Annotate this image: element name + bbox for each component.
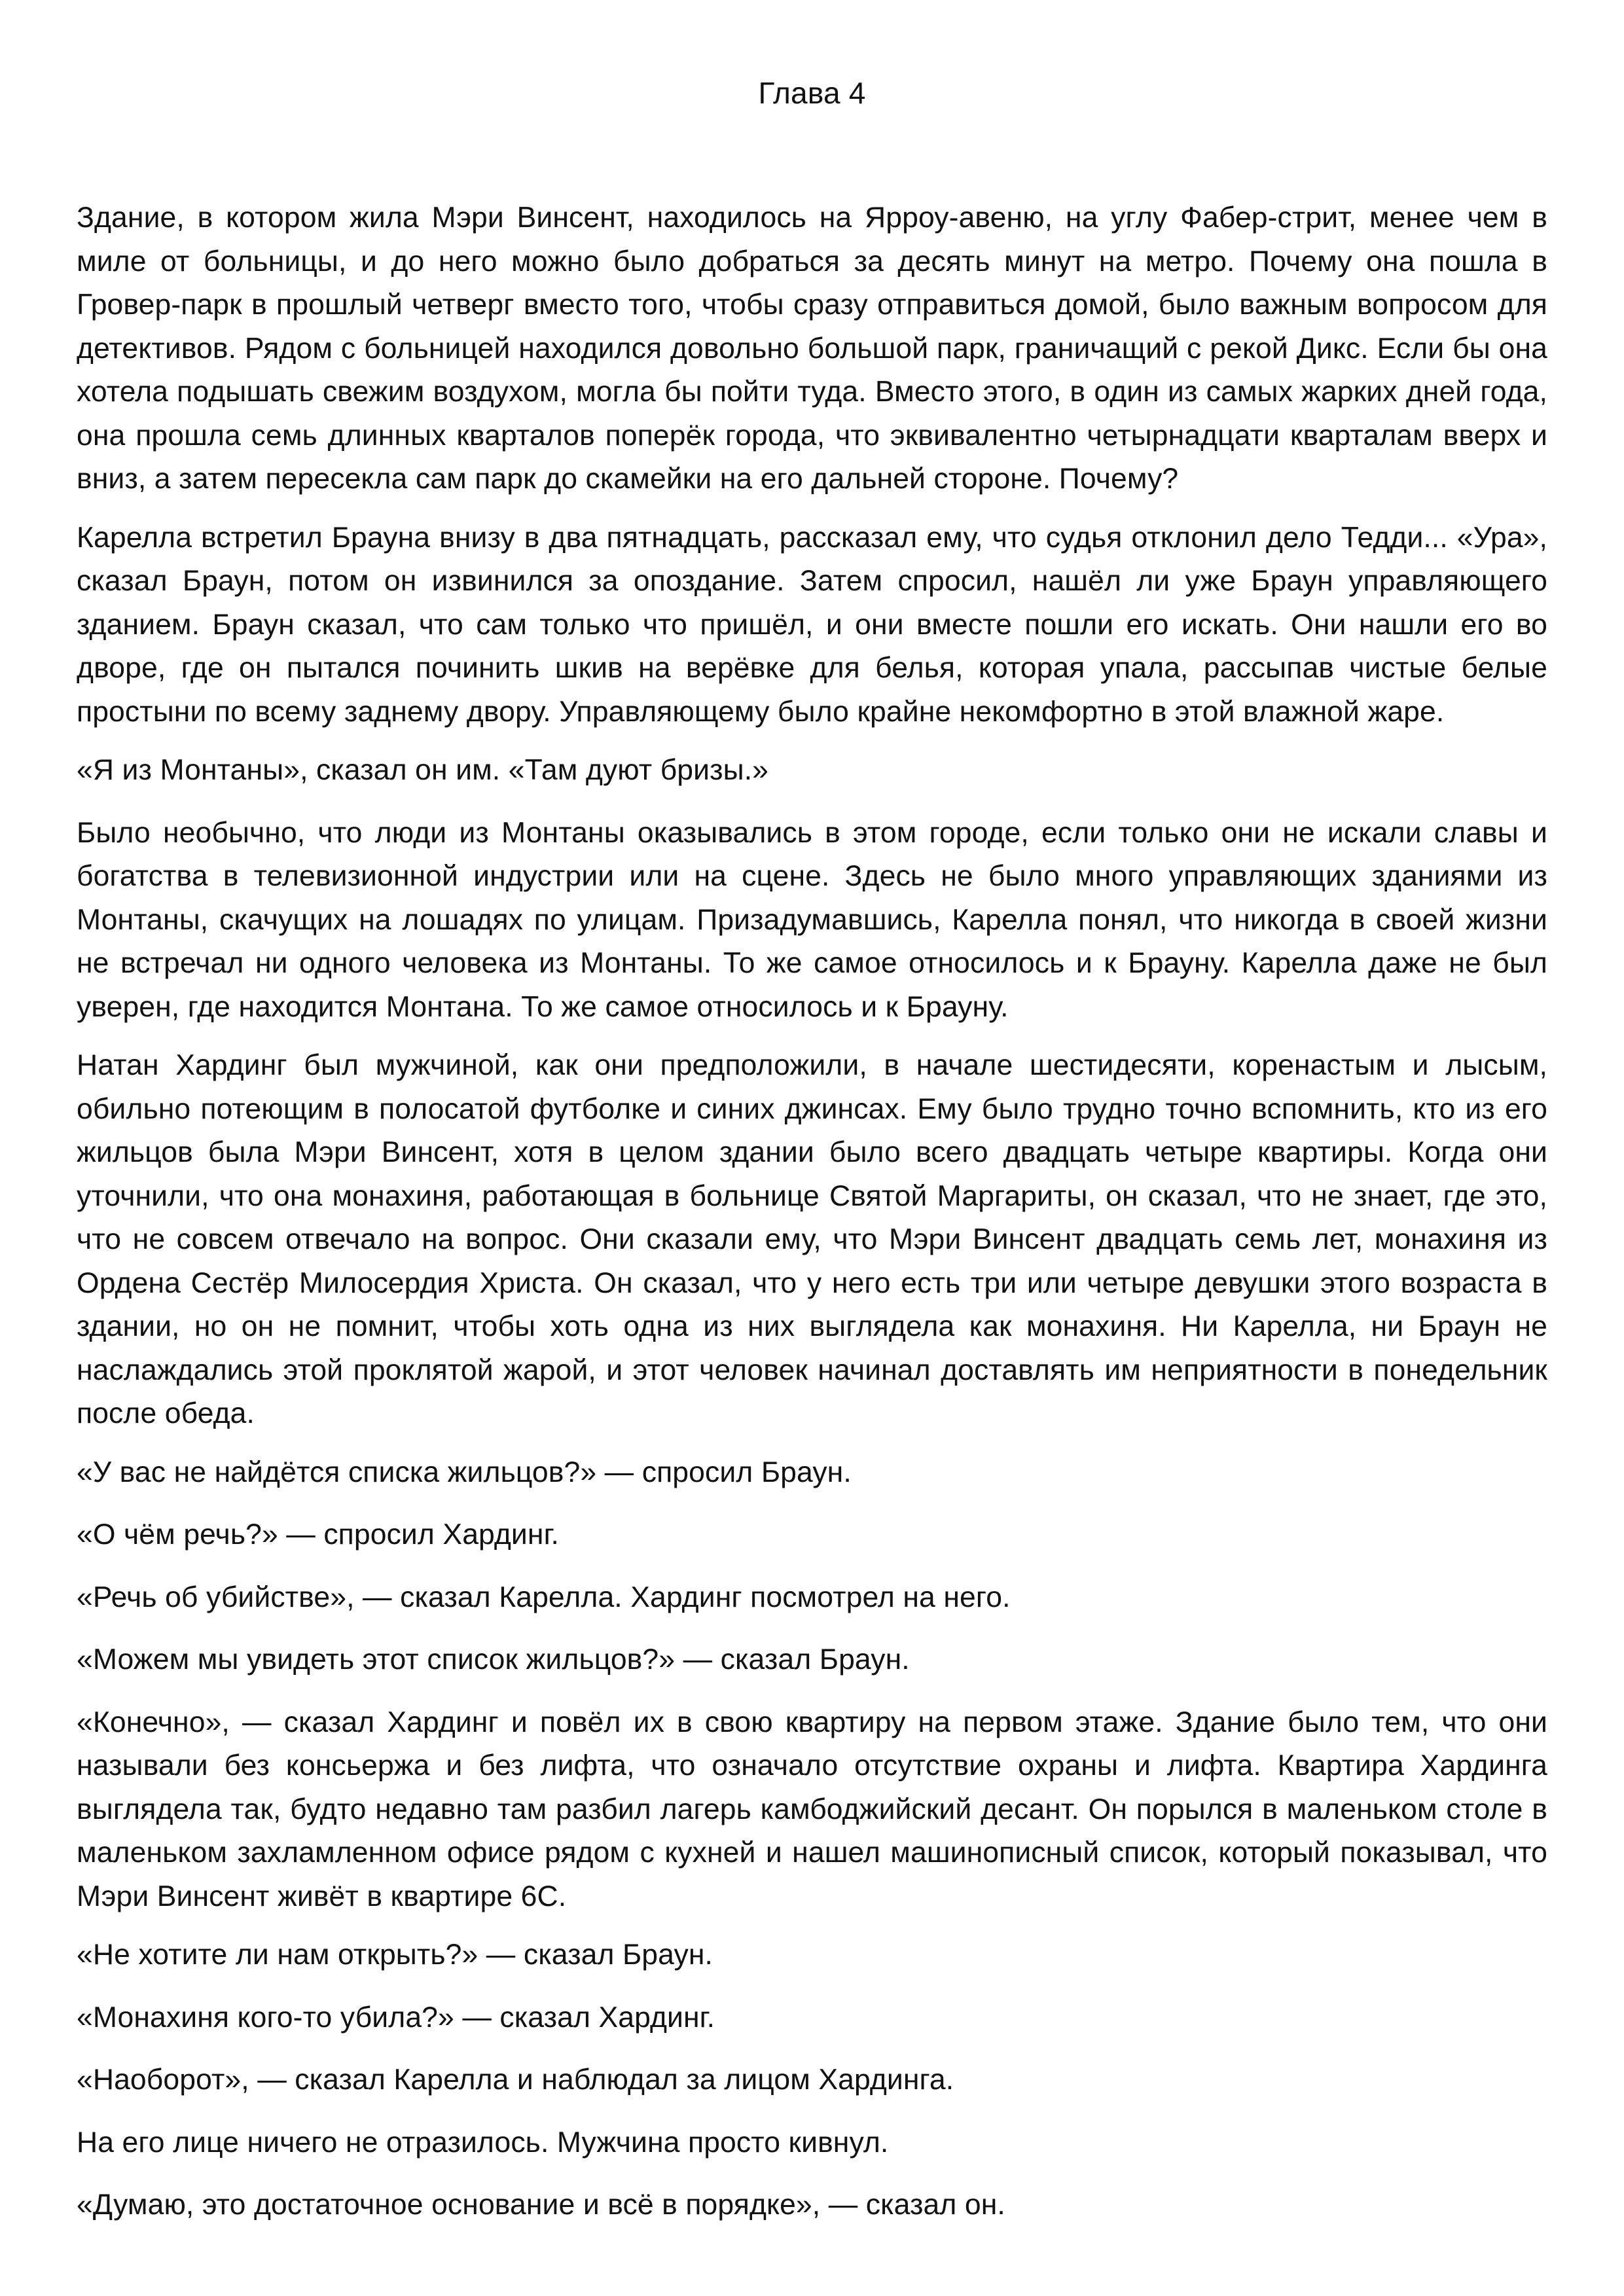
paragraph-4: Было необычно, что люди из Монтаны оказывались в этом городе, если только они не искали славы и богатства в телевизионной индустрии или на сцене. Здесь не было много управляющих зданиями из Монтаны, скачущих на лошадях по улицам. Призадумавшись, Карелла понял, что никогда в своей жизни не встречал ни одного человека из Монтаны. То же самое относилось и к Брауну. Карелла даже не был уверен, где находится Монтана. То же самое относилось и к Брауну. [77,816,1547,1023]
paragraph-5: Натан Хардинг был мужчиной, как они предположили, в начале шестидесяти, коренастым и лысым, обильно потеющим в полосатой футболке и синих джинсах. Ему было трудно точно вспомнить, кто из его жильцов была Мэри Винсент, хотя в целом здании было всего двадцать четыре квартиры. Когда они уточнили, что она монахиня, работающая в больнице Святой Маргариты, он сказал, что не знает, где это, что не совсем отвечало на вопрос. Они сказали ему, что Мэри Винсент двадцать семь лет, монахиня из Ордена Сестёр Милосердия Христа. Он сказал, что у него есть три или четыре девушки этого возраста в здании, но он не помнит, чтобы хоть одна из них выглядела как монахиня. Ни Карелла, ни Браун не наслаждались этой проклятой жарой, и этот человек начинал доставлять им неприятности в понедельник после обеда. [77,1049,1547,1429]
paragraph-8: «Речь об убийстве», — сказал Карелла. Хардинг посмотрел на него. [77,1581,1011,1613]
paragraph-14: На его лице ничего не отразилось. Мужчина просто кивнул. [77,2126,889,2159]
paragraph-12: «Монахиня кого-то убила?» — сказал Хардинг. [77,2001,715,2034]
paragraph-15: «Думаю, это достаточное основание и всё в порядке», — сказал он. [77,2189,1005,2221]
paragraph-10: «Конечно», — сказал Хардинг и повёл их в свою квартиру на первом этаже. Здание было тем, что они называли без консьержа и без лифта, что означало отсутствие охраны и лифта. Квартира Хардинга выглядела так, будто недавно там разбил лагерь камбоджийский десант. Он порылся в маленьком столе в маленьком захламленном офисе рядом с кухней и нашел машинописный список, который показывал, что Мэри Винсент живёт в квартире 6С. [77,1706,1547,1912]
paragraph-11: «Не хотите ли нам открыть?» — сказал Браун. [77,1939,713,1971]
paragraph-2: Карелла встретил Брауна внизу в два пятнадцать, рассказал ему, что судья отклонил дело Тедди... «Ура», сказал Браун, потом он извинился за опоздание. Затем спросил, нашёл ли уже Браун управляющего зданием. Браун сказал, что сам только что пришёл, и они вместе пошли его искать. Они нашли его во дворе, где он пытался починить шкив на верёвке для белья, которая упала, рассыпав чистые белые простыни по всему заднему двору. Управляющему было крайне некомфортно в этой влажной жаре. [77,521,1547,728]
paragraph-6: «У вас не найдётся списка жильцов?» — спросил Браун. [77,1456,852,1488]
chapter-title: Глава 4 [758,76,866,110]
paragraph-13: «Наоборот», — сказал Карелла и наблюдал за лицом Хардинга. [77,2064,954,2096]
paragraph-7: «О чём речь?» — спросил Хардинг. [77,1518,559,1551]
paragraph-1: Здание, в котором жила Мэри Винсент, находилось на Ярроу-авеню, на углу Фабер-стрит, менее чем в миле от больницы, и до него можно было добраться за десять минут на метро. Почему она пошла в Гровер-парк в прошлый четверг вместо того, чтобы сразу отправиться домой, было важным вопросом для детективов. Рядом с больницей находился довольно большой парк, граничащий с рекой Дикс. Если бы она хотела подышать свежим воздухом, могла бы пойти туда. Вместо этого, в один из самых жарких дней года, она прошла семь длинных кварталов поперёк города, что эквивалентно четырнадцати кварталам вверх и вниз, а затем пересекла сам парк до скамейки на его дальней стороне. Почему? [77,202,1547,495]
paragraph-3: «Я из Монтаны», сказал он им. «Там дуют бризы.» [77,754,769,786]
paragraph-9: «Можем мы увидеть этот список жильцов?» — сказал Браун. [77,1643,910,1676]
chapter-body [77,196,1547,2246]
